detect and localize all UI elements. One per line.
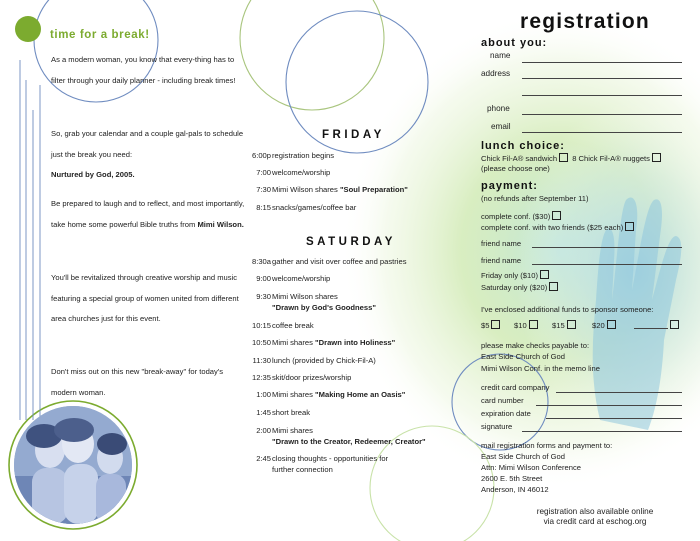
checks-payee: East Side Church of God bbox=[481, 352, 565, 361]
dont-miss-paragraph: Don't miss out on this new "break-away" for today's modern woman. bbox=[51, 367, 224, 397]
complete-friends-option: complete conf. with two friends ($25 each) bbox=[481, 222, 636, 234]
card-number-field[interactable] bbox=[536, 405, 682, 406]
women-photo bbox=[14, 406, 132, 524]
email-field[interactable] bbox=[522, 132, 682, 133]
nuggets-checkbox[interactable] bbox=[652, 153, 661, 162]
friday-heading: FRIDAY bbox=[322, 129, 385, 141]
lunch-note: (please choose one) bbox=[481, 164, 550, 173]
address-field[interactable] bbox=[522, 78, 682, 79]
sponsor-text: I've enclosed additional funds to sponsor someone: bbox=[481, 305, 654, 314]
sponsor-10-checkbox[interactable] bbox=[529, 320, 538, 329]
saturday-only-option: Saturday only ($20) bbox=[481, 282, 560, 294]
address-field-line-2[interactable] bbox=[522, 95, 682, 96]
credit-card-company-label: credit card company bbox=[481, 383, 550, 392]
credit-card-company-field[interactable] bbox=[556, 392, 682, 393]
expiration-date-label: expiration date bbox=[481, 409, 531, 418]
friend-name-label-2: friend name bbox=[481, 256, 522, 265]
lunch-choice-heading: lunch choice: bbox=[481, 140, 565, 152]
friday-only-option: Friday only ($10) bbox=[481, 270, 551, 282]
complete-friends-checkbox[interactable] bbox=[625, 222, 634, 231]
mail-line-3: 2600 E. 5th Street bbox=[481, 474, 543, 483]
sponsor-other-checkbox[interactable] bbox=[670, 320, 679, 329]
refund-note: (no refunds after September 11) bbox=[481, 194, 589, 203]
sponsor-amount-15: $15 bbox=[552, 320, 578, 330]
payment-heading: payment: bbox=[481, 180, 538, 192]
green-dot bbox=[15, 16, 41, 42]
prepare-paragraph: Be prepared to laugh and to reflect, and most importantly, take home some powerful Bible truths from Mimi Wilson. bbox=[51, 199, 245, 229]
friday-only-checkbox[interactable] bbox=[540, 270, 549, 279]
signature-field[interactable] bbox=[522, 431, 682, 432]
name-field[interactable] bbox=[522, 62, 682, 63]
sponsor-amount-20: $20 bbox=[592, 320, 618, 330]
intro-paragraph: As a modern woman, you know that every-thing has to filter through your daily planner - including break times! bbox=[51, 55, 236, 85]
friend-name-label: friend name bbox=[481, 239, 522, 248]
sponsor-20-checkbox[interactable] bbox=[607, 320, 616, 329]
mail-line-4: Anderson, IN 46012 bbox=[481, 485, 549, 494]
mail-label: mail registration forms and payment to: bbox=[481, 441, 613, 450]
registration-title: registration bbox=[520, 10, 650, 33]
mail-line-1: East Side Church of God bbox=[481, 452, 565, 461]
complete-conf-option: complete conf. ($30) bbox=[481, 211, 563, 223]
sponsor-other-amount-field[interactable] bbox=[634, 328, 668, 329]
sandwich-checkbox[interactable] bbox=[559, 153, 568, 162]
email-label: email bbox=[491, 122, 511, 131]
speaker-name: Mimi Wilson. bbox=[197, 219, 244, 229]
left-heading: time for a break! bbox=[50, 29, 150, 41]
sponsor-amount-10: $10 bbox=[514, 320, 540, 330]
calendar-paragraph: So, grab your calendar and a couple gal-pals to schedule just the break you need: Nurtured by God, 2005. bbox=[51, 129, 244, 179]
about-you-heading: about you: bbox=[481, 37, 548, 49]
card-number-label: card number bbox=[481, 396, 524, 405]
revitalized-paragraph: You'll be revitalized through creative worship and music featuring a special group of women united from different area churches just for this event. bbox=[51, 273, 239, 323]
event-name: Nurtured by God, 2005. bbox=[51, 170, 135, 179]
phone-field[interactable] bbox=[522, 114, 682, 115]
expiration-date-field[interactable] bbox=[546, 418, 682, 419]
mail-line-2: Attn: Mimi Wilson Conference bbox=[481, 463, 582, 472]
sponsor-15-checkbox[interactable] bbox=[567, 320, 576, 329]
complete-conf-checkbox[interactable] bbox=[552, 211, 561, 220]
checks-memo: Mimi Wilson Conf. in the memo line bbox=[481, 364, 601, 373]
sponsor-amount-5: $5 bbox=[481, 320, 502, 330]
sponsor-5-checkbox[interactable] bbox=[491, 320, 500, 329]
top-middle-circle bbox=[240, 0, 384, 110]
online-registration-note: registration also available online via credit card at eschog.org bbox=[536, 507, 654, 526]
friend-name-field-2[interactable] bbox=[532, 264, 682, 265]
phone-label: phone bbox=[487, 104, 510, 113]
signature-label: signature bbox=[481, 422, 513, 431]
brochure-page: time for a break! As a modern woman, you know that every-thing has to filter through your daily planner - including break times! So, grab your calendar and a couple gal-pals to schedule just the break you need: Nurtured by God, 2005. Be prepared to laugh and to reflect, and most importantly, take home some powerful Bible truths from Mimi Wilson. You'll be revitalized through creative worship and music featuring a special group of women united from different area churches just for this event. Don't miss out on this new "break-away" for today's modern woman. FRIDAY 6:00p registration begins 7:00 welcome/worship 7:30 Mimi Wilson shares "Soul Preparation" 8:15 snacks/games/coffee bar SATURDAY 8:30a gather and visit over coffee and pastries 9:00 welcome/worship 9:30 Mimi Wilson shares "Drawn by God's Goodness" 10:15 coffee break 10:50 Mimi shares "Drawn into Holiness" 11:30 lunch (provided by Chick-Fil-A) 12:35 skit/door prizes/worship 1:00 Mimi shares "Making Home an Oasis" 1:45 short break 2:00 Mimi shares "Drawn to the Creator, Redeemer, Creator" 2:45 closing thoughts - opportunities for further connection registration about you: name address phone email lunch choice: Chick Fil-A® sandwich 8 Chick Fil-A® nuggets (please choose one) payment: (no refunds after September 11) complete conf. ($30) complete conf. with two friends ($25 each) friend name friend name Friday only ($10) Saturday only ($20) I've enclosed additional funds to sponsor someone: $5 $10 $15 $20 please make checks payable to: East Side Church of God Mimi Wilson Conf. in the memo line credit card company card number expiration date signature mail registration forms and payment to: East Side Church of God Attn: Mimi Wilson Conference 2600 E. 5th Street Anderson, IN 46012 registration also available online via credit card at eschog.org bbox=[0, 0, 700, 541]
sponsor-other bbox=[668, 320, 681, 330]
name-label: name bbox=[490, 51, 511, 60]
lunch-options: Chick Fil-A® sandwich 8 Chick Fil-A® nuggets bbox=[481, 153, 663, 165]
saturday-heading: SATURDAY bbox=[306, 236, 396, 248]
friend-name-field[interactable] bbox=[532, 247, 682, 248]
checks-label: please make checks payable to: bbox=[481, 341, 590, 350]
saturday-only-checkbox[interactable] bbox=[549, 282, 558, 291]
address-label: address bbox=[481, 69, 511, 78]
